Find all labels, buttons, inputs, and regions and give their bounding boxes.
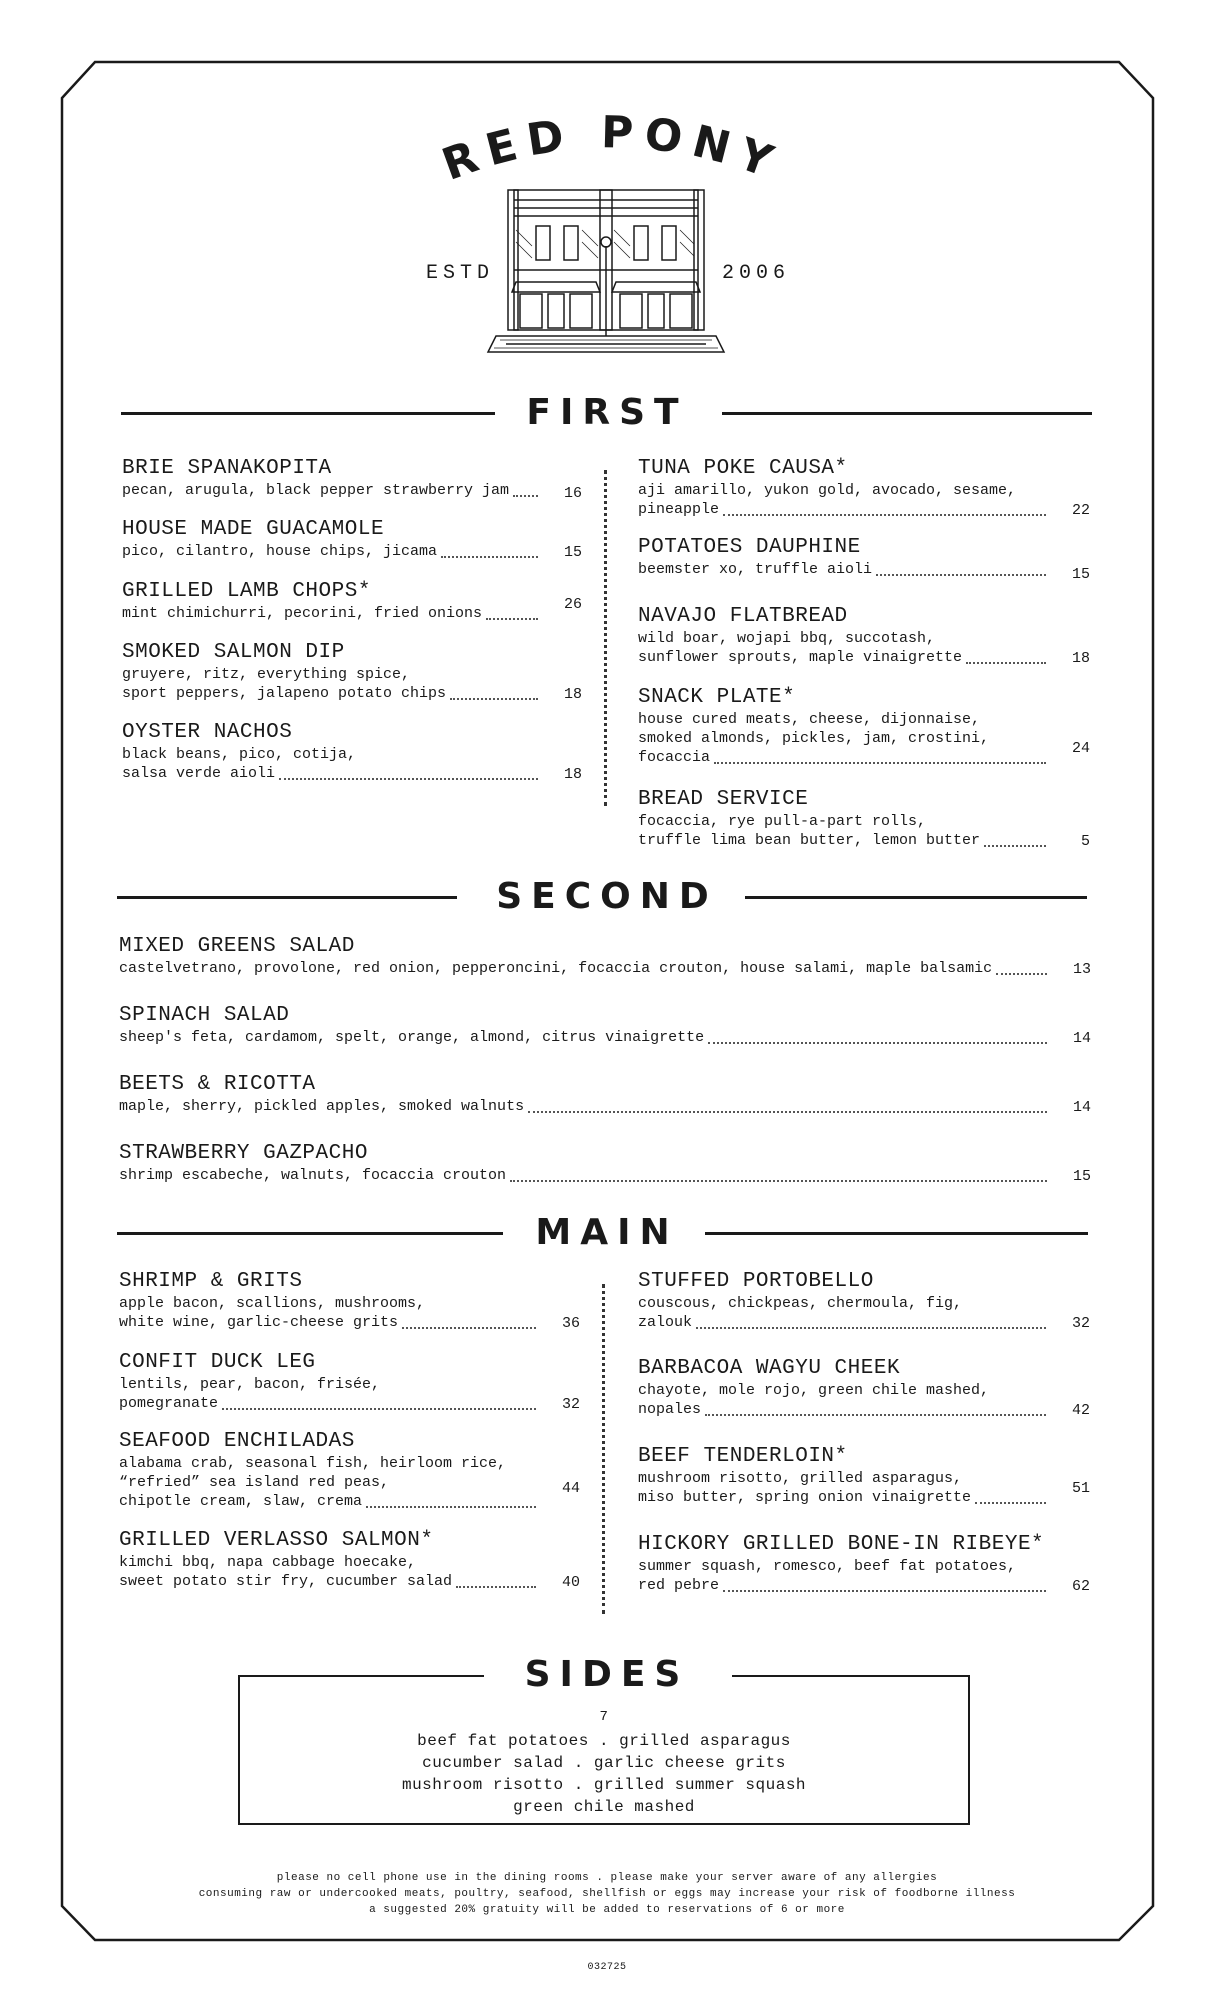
menu-item-price: 26 bbox=[563, 596, 582, 613]
menu-item bbox=[638, 1445, 1090, 1507]
description-line: chayote, mole rojo, green chile mashed, bbox=[638, 1382, 990, 1399]
description-line: red pebre bbox=[638, 1576, 1050, 1595]
menu-item-description bbox=[638, 629, 1090, 667]
menu-item-description bbox=[119, 1294, 580, 1332]
sides-line-4: green chile mashed bbox=[513, 1798, 695, 1816]
dot-leader bbox=[975, 1502, 1046, 1504]
sides-line-3: mushroom risotto . grilled summer squash bbox=[401, 1776, 807, 1794]
menu-item-price: 16 bbox=[563, 485, 582, 502]
dot-leader bbox=[996, 973, 1047, 975]
description-line: truffle lima bean butter, lemon butter bbox=[638, 831, 1050, 850]
divider-right bbox=[705, 1232, 1088, 1235]
sides-line-1: beef fat potatoes . grilled asparagus bbox=[417, 1732, 791, 1750]
section-first-header bbox=[0, 393, 1214, 433]
description-line: castelvetrano, provolone, red onion, pepperoncini, focaccia crouton, house salami, maple balsamic bbox=[119, 959, 1051, 978]
menu-item-name: BEETS & RICOTTA bbox=[119, 1073, 316, 1096]
menu-item-price: 15 bbox=[563, 544, 582, 561]
menu-item-price: 13 bbox=[1072, 961, 1091, 978]
menu-item-price: 32 bbox=[1071, 1315, 1090, 1332]
menu-item bbox=[119, 1351, 580, 1413]
description-line: summer squash, romesco, beef fat potatoes, bbox=[638, 1558, 1017, 1575]
dot-leader bbox=[984, 845, 1046, 847]
dot-leader bbox=[486, 618, 538, 620]
menu-item-description bbox=[119, 959, 1091, 978]
menu-item bbox=[119, 1142, 1091, 1185]
description-line: miso butter, spring onion vinaigrette bbox=[638, 1488, 1050, 1507]
menu-item-name: BARBACOA WAGYU CHEEK bbox=[638, 1357, 901, 1380]
menu-item-name: BREAD SERVICE bbox=[638, 788, 809, 811]
menu-item bbox=[638, 686, 1090, 767]
menu-item-price: 36 bbox=[561, 1315, 580, 1332]
section-title-sides: SIDES bbox=[524, 1654, 690, 1695]
description-line: salsa verde aioli bbox=[122, 764, 542, 783]
menu-item-name: POTATOES DAUPHINE bbox=[638, 536, 861, 559]
menu-item-price: 51 bbox=[1071, 1480, 1090, 1497]
menu-item bbox=[122, 721, 582, 783]
description-line: couscous, chickpeas, chermoula, fig, bbox=[638, 1295, 963, 1312]
description-line: mushroom risotto, grilled asparagus, bbox=[638, 1470, 963, 1487]
description-line: mint chimichurri, pecorini, fried onions bbox=[122, 604, 542, 623]
description-line: alabama crab, seasonal fish, heirloom rice, bbox=[119, 1455, 507, 1472]
menu-item-description bbox=[638, 481, 1090, 519]
menu-item-description bbox=[119, 1097, 1091, 1116]
menu-item bbox=[119, 1073, 1091, 1116]
description-line: lentils, pear, bacon, frisée, bbox=[119, 1376, 381, 1393]
footer-line-2: consuming raw or undercooked meats, poultry, seafood, shellfish or eggs may increase your risk of foodborne illness bbox=[198, 1888, 1016, 1900]
menu-item-description bbox=[638, 1294, 1090, 1332]
dot-leader bbox=[876, 574, 1046, 576]
restaurant-name: RED PONY bbox=[435, 107, 789, 191]
dot-leader bbox=[528, 1111, 1047, 1113]
dot-leader bbox=[456, 1586, 536, 1588]
menu-item-price: 14 bbox=[1072, 1030, 1091, 1047]
sides-line-2: cucumber salad . garlic cheese grits bbox=[422, 1754, 786, 1772]
menu-item bbox=[122, 518, 582, 561]
menu-item-description bbox=[122, 665, 582, 703]
section-title-second: SECOND bbox=[496, 876, 718, 917]
sides-price: 7 bbox=[599, 1709, 609, 1725]
description-line: pecan, arugula, black pepper strawberry jam bbox=[122, 481, 542, 500]
menu-item-description bbox=[119, 1454, 580, 1511]
description-line: zalouk bbox=[638, 1313, 1050, 1332]
menu-item bbox=[638, 1533, 1090, 1595]
description-line: nopales bbox=[638, 1400, 1050, 1419]
menu-code: 032725 bbox=[587, 1962, 627, 1973]
estd-label: ESTD bbox=[426, 262, 495, 285]
dot-leader bbox=[696, 1327, 1046, 1329]
menu-item bbox=[122, 580, 582, 623]
dot-leader bbox=[402, 1327, 536, 1329]
divider-right bbox=[722, 412, 1092, 415]
menu-item-price: 5 bbox=[1080, 833, 1090, 850]
menu-item-description bbox=[122, 745, 582, 783]
storefront-illustration bbox=[486, 186, 726, 358]
menu-item-description bbox=[638, 1469, 1090, 1507]
description-line: pico, cilantro, house chips, jicama bbox=[122, 542, 542, 561]
established-year: 2006 bbox=[722, 262, 791, 285]
description-line: black beans, pico, cotija, bbox=[122, 746, 357, 763]
description-line: sheep's feta, cardamom, spelt, orange, almond, citrus vinaigrette bbox=[119, 1028, 1051, 1047]
menu-item-name: CONFIT DUCK LEG bbox=[119, 1351, 316, 1374]
menu-item-price: 32 bbox=[561, 1396, 580, 1413]
section-main-header bbox=[0, 1213, 1214, 1253]
menu-item bbox=[122, 641, 582, 703]
description-line: beemster xo, truffle aioli bbox=[638, 560, 1050, 579]
menu-item bbox=[119, 935, 1091, 978]
menu-item-description bbox=[122, 542, 582, 561]
dot-leader bbox=[723, 1590, 1046, 1592]
description-line: maple, sherry, pickled apples, smoked walnuts bbox=[119, 1097, 1051, 1116]
description-line: chipotle cream, slaw, crema bbox=[119, 1492, 540, 1511]
menu-item bbox=[638, 605, 1090, 667]
column-divider bbox=[602, 1284, 605, 1614]
dot-leader bbox=[723, 514, 1046, 516]
description-line: apple bacon, scallions, mushrooms, bbox=[119, 1295, 426, 1312]
menu-item-price: 18 bbox=[563, 766, 582, 783]
section-title-first: FIRST bbox=[526, 392, 688, 433]
description-line: “refried” sea island red peas, bbox=[119, 1474, 390, 1491]
menu-item-name: HOUSE MADE GUACAMOLE bbox=[122, 518, 385, 541]
menu-item-name: NAVAJO FLATBREAD bbox=[638, 605, 848, 628]
menu-item-description bbox=[119, 1375, 580, 1413]
description-line: sunflower sprouts, maple vinaigrette bbox=[638, 648, 1050, 667]
menu-item-name: SMOKED SALMON DIP bbox=[122, 641, 345, 664]
menu-item-price: 42 bbox=[1071, 1402, 1090, 1419]
menu-item bbox=[638, 536, 1090, 583]
menu-item-description bbox=[638, 1557, 1090, 1595]
description-line: wild boar, wojapi bbq, succotash, bbox=[638, 630, 936, 647]
menu-item-description bbox=[119, 1028, 1091, 1047]
menu-item-name: BRIE SPANAKOPITA bbox=[122, 457, 332, 480]
menu-item-name: HICKORY GRILLED BONE-IN RIBEYE* bbox=[638, 1533, 1045, 1556]
menu-item-name: GRILLED VERLASSO SALMON* bbox=[119, 1529, 434, 1552]
dot-leader bbox=[510, 1180, 1047, 1182]
section-title-main: MAIN bbox=[535, 1212, 679, 1253]
menu-item-name: OYSTER NACHOS bbox=[122, 721, 293, 744]
menu-item-name: BEEF TENDERLOIN* bbox=[638, 1445, 848, 1468]
column-divider bbox=[604, 470, 607, 806]
footer-line-1: please no cell phone use in the dining rooms . please make your server aware of any allergies bbox=[276, 1872, 938, 1884]
menu-item-description bbox=[119, 1166, 1091, 1185]
dot-leader bbox=[705, 1414, 1046, 1416]
menu-item-price: 15 bbox=[1071, 566, 1090, 583]
menu-item-name: MIXED GREENS SALAD bbox=[119, 935, 355, 958]
description-line: sweet potato stir fry, cucumber salad bbox=[119, 1572, 540, 1591]
menu-item-description bbox=[638, 1381, 1090, 1419]
menu-item bbox=[119, 1430, 580, 1511]
menu-item bbox=[638, 457, 1090, 519]
dot-leader bbox=[450, 698, 538, 700]
dot-leader bbox=[279, 778, 538, 780]
dot-leader bbox=[708, 1042, 1047, 1044]
menu-item-name: SNACK PLATE* bbox=[638, 686, 796, 709]
dot-leader bbox=[441, 556, 538, 558]
menu-item bbox=[122, 457, 582, 500]
menu-item-name: SPINACH SALAD bbox=[119, 1004, 290, 1027]
menu-item-price: 14 bbox=[1072, 1099, 1091, 1116]
dot-leader bbox=[222, 1408, 536, 1410]
description-line: kimchi bbq, napa cabbage hoecake, bbox=[119, 1554, 417, 1571]
menu-item-name: SEAFOOD ENCHILADAS bbox=[119, 1430, 355, 1453]
menu-item bbox=[638, 1270, 1090, 1332]
menu-item-price: 40 bbox=[561, 1574, 580, 1591]
menu-item-price: 24 bbox=[1071, 740, 1090, 757]
section-sides-header bbox=[0, 1655, 1214, 1695]
menu-item-price: 15 bbox=[1072, 1168, 1091, 1185]
menu-item-name: SHRIMP & GRITS bbox=[119, 1270, 303, 1293]
description-line: smoked almonds, pickles, jam, crostini, bbox=[638, 730, 990, 747]
dot-leader bbox=[513, 495, 538, 497]
menu-item-name: TUNA POKE CAUSA* bbox=[638, 457, 848, 480]
description-line: pomegranate bbox=[119, 1394, 540, 1413]
menu-item-price: 44 bbox=[561, 1480, 580, 1497]
menu-item-description bbox=[122, 604, 582, 623]
menu-item-description bbox=[638, 812, 1090, 850]
menu-item-description bbox=[119, 1553, 580, 1591]
description-line: gruyere, ritz, everything spice, bbox=[122, 666, 411, 683]
menu-item-name: STRAWBERRY GAZPACHO bbox=[119, 1142, 368, 1165]
description-line: white wine, garlic-cheese grits bbox=[119, 1313, 540, 1332]
menu-item-name: GRILLED LAMB CHOPS* bbox=[122, 580, 371, 603]
menu-item-price: 18 bbox=[1071, 650, 1090, 667]
menu-item bbox=[119, 1004, 1091, 1047]
description-line: focaccia, rye pull-a-part rolls, bbox=[638, 813, 927, 830]
menu-item bbox=[638, 1357, 1090, 1419]
description-line: shrimp escabeche, walnuts, focaccia crouton bbox=[119, 1166, 1051, 1185]
description-line: house cured meats, cheese, dijonnaise, bbox=[638, 711, 981, 728]
description-line: aji amarillo, yukon gold, avocado, sesame, bbox=[638, 482, 1017, 499]
menu-item-description bbox=[638, 560, 1090, 579]
dot-leader bbox=[714, 762, 1046, 764]
menu-item-price: 18 bbox=[563, 686, 582, 703]
menu-item-description bbox=[122, 481, 582, 500]
description-line: focaccia bbox=[638, 748, 1050, 767]
sides-box bbox=[238, 1675, 970, 1825]
description-line: pineapple bbox=[638, 500, 1050, 519]
footer-line-3: a suggested 20% gratuity will be added to reservations of 6 or more bbox=[369, 1904, 845, 1916]
menu-item-description bbox=[638, 710, 1090, 767]
svg-text:RED PONY bbox=[436, 107, 789, 191]
dot-leader bbox=[366, 1506, 536, 1508]
menu-item-name: STUFFED PORTOBELLO bbox=[638, 1270, 874, 1293]
dot-leader bbox=[966, 662, 1046, 664]
divider-right bbox=[745, 896, 1087, 899]
menu-item-price: 62 bbox=[1071, 1578, 1090, 1595]
menu-item-price: 22 bbox=[1071, 502, 1090, 519]
menu-item bbox=[119, 1529, 580, 1591]
menu-item bbox=[119, 1270, 580, 1332]
section-second-header bbox=[0, 877, 1214, 917]
menu-item bbox=[638, 788, 1090, 850]
description-line: sport peppers, jalapeno potato chips bbox=[122, 684, 542, 703]
